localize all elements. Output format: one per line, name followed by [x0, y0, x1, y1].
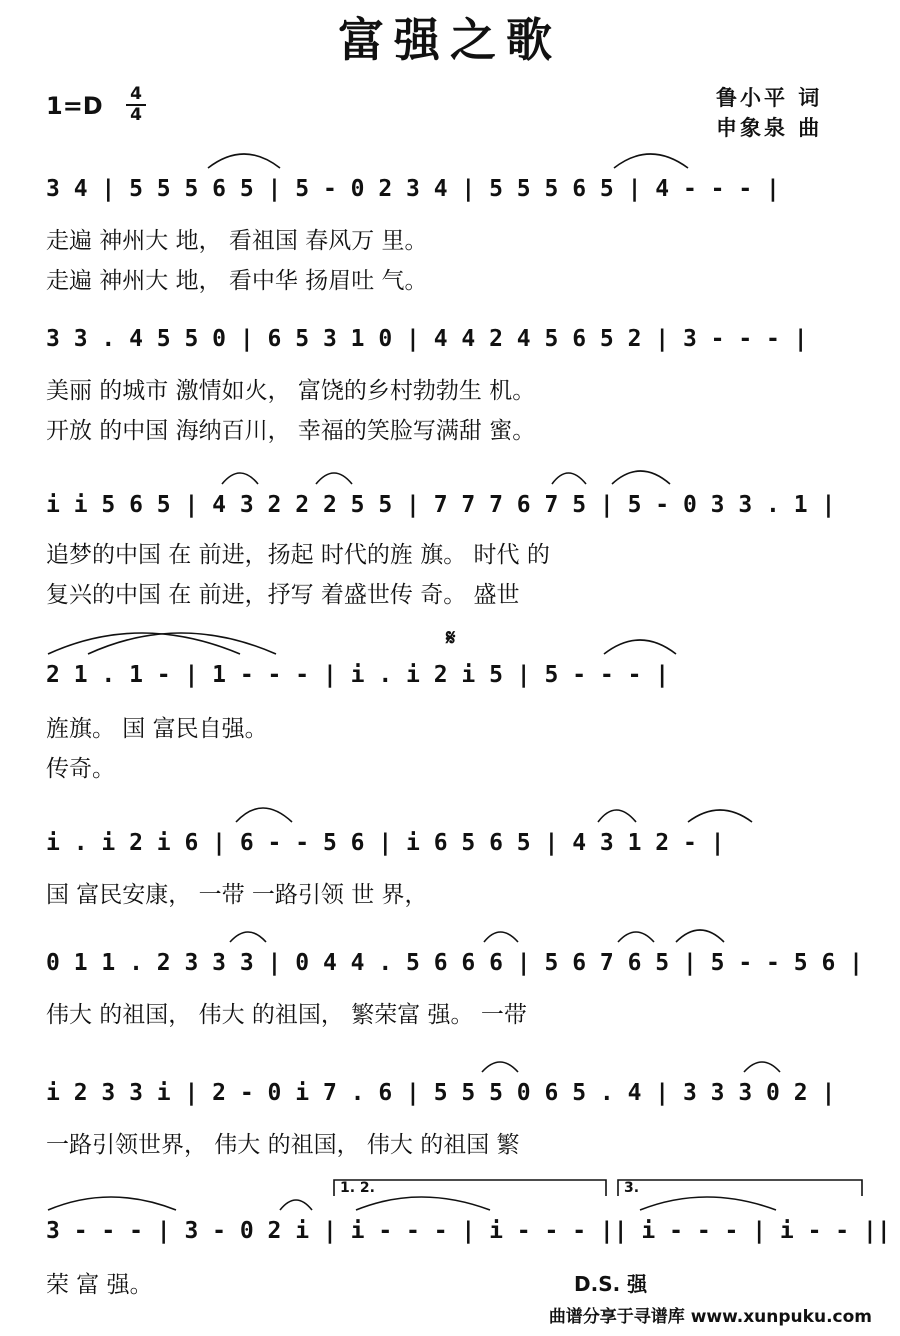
- slur: [230, 932, 266, 942]
- composer-credit: 申象泉 曲: [716, 116, 823, 140]
- notes-row-1: 3 4 | 5 5 5 6 5 | 5 - 0 2 3 4 | 5 5 5 6 5 | 4 - - - |: [46, 176, 780, 202]
- key-signature: 1=D: [46, 92, 103, 120]
- ds-marking: D.S. 强: [574, 1272, 648, 1296]
- slur: [618, 932, 654, 942]
- lyric-row-1b: 走遍 神州大 地， 看中华 扬眉吐 气。: [46, 268, 428, 294]
- slur: [688, 810, 752, 822]
- slur: [222, 473, 258, 484]
- volta-bracket-2: [618, 1180, 862, 1196]
- lyric-row-6a: 伟大 的祖国， 伟大 的祖国， 繁荣富 强。 一带: [46, 1002, 527, 1028]
- slur: [598, 810, 636, 822]
- notes-row-6: 0 1 1 . 2 3 3 3 | 0 4 4 . 5 6 6 6 | 5 6 7 6 5 | 5 - - 5 6 |: [46, 950, 863, 976]
- slur: [614, 154, 688, 168]
- volta-second: 3.: [624, 1180, 640, 1196]
- slur: [640, 1197, 776, 1210]
- slur: [208, 154, 280, 168]
- lyric-row-8a: 荣 富 强。: [46, 1272, 153, 1298]
- notes-row-4: 2 1 . 1 - | 1 - - - | i . i 2 i 5 | 5 - - - |: [46, 662, 670, 688]
- slur: [236, 808, 292, 822]
- notes-row-8: 3 - - - | 3 - 0 2 i | i - - - | i - - - || i - - - | i - - ||: [46, 1218, 891, 1244]
- slur: [604, 640, 676, 654]
- lyric-row-2a: 美丽 的城市 激情如火， 富饶的乡村勃勃生 机。: [46, 378, 536, 404]
- slur: [356, 1197, 490, 1210]
- slur: [280, 1200, 312, 1210]
- slur: [316, 473, 352, 484]
- notes-row-5: i . i 2 i 6 | 6 - - 5 6 | i 6 5 6 5 | 4 3 1 2 - |: [46, 830, 725, 856]
- time-sig-top: 4: [130, 84, 142, 104]
- notes-row-3: i i 5 6 5 | 4 3 2 2 2 5 5 | 7 7 7 6 7 5 | 5 - 0 3 3 . 1 |: [46, 492, 836, 518]
- lyric-row-7a: 一路引领世界， 伟大 的祖国， 伟大 的祖国 繁: [46, 1132, 520, 1158]
- lyric-row-1a: 走遍 神州大 地， 看祖国 春风万 里。: [46, 228, 428, 254]
- segno-sign: 𝄋: [446, 626, 456, 651]
- slur: [484, 932, 518, 942]
- page-title: 富强之歌: [338, 13, 562, 67]
- lyric-row-4b: 传奇。: [46, 756, 115, 782]
- footer-watermark: 曲谱分享于寻谱库 www.xunpuku.com: [548, 1307, 872, 1327]
- notes-row-2: 3 3 . 4 5 5 0 | 6 5 3 1 0 | 4 4 2 4 5 6 5 2 | 3 - - - |: [46, 326, 808, 352]
- lyric-row-4a: 旌旗。 国 富民自强。: [46, 716, 268, 742]
- time-sig-bottom: 4: [130, 105, 142, 125]
- slur: [482, 1062, 518, 1072]
- slur: [612, 471, 670, 484]
- slur: [552, 473, 586, 484]
- volta-first: 1. 2.: [340, 1180, 375, 1196]
- lyric-row-3a: 追梦的中国 在 前进，扬起 时代的旌 旗。 时代 的: [46, 542, 550, 568]
- slur: [48, 1197, 176, 1210]
- slur: [744, 1062, 780, 1072]
- notes-row-7: i 2 3 3 i | 2 - 0 i 7 . 6 | 5 5 5 0 6 5 . 4 | 3 3 3 0 2 |: [46, 1080, 836, 1106]
- lyric-row-3b: 复兴的中国 在 前进，抒写 着盛世传 奇。 盛世: [46, 582, 520, 608]
- lyric-row-5a: 国 富民安康， 一带 一路引领 世 界，: [46, 882, 428, 908]
- slur: [676, 930, 724, 942]
- lyricist-credit: 鲁小平 词: [716, 86, 823, 110]
- volta-bracket-1: [334, 1180, 606, 1196]
- lyric-row-2b: 开放 的中国 海纳百川， 幸福的笑脸写满甜 蜜。: [46, 418, 536, 444]
